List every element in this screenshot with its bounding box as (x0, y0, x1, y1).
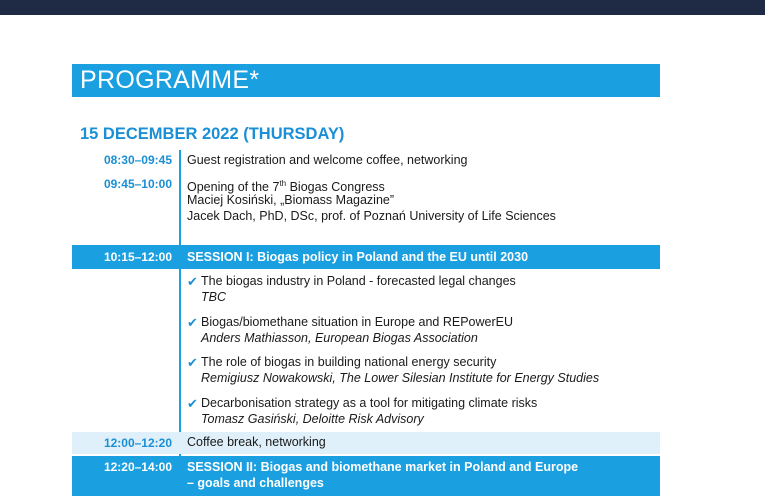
item-time: 09:45–10:00 (103, 177, 172, 191)
talk-speaker: Remigiusz Nowakowski, The Lower Silesian Institute for Energy Studies (201, 371, 600, 385)
checkmark-icon: ✔ (187, 315, 198, 330)
opening-speaker-1: Maciej Kosiński, „Biomass Magazine” (187, 193, 395, 207)
coffee-text: Coffee break, networking (187, 435, 326, 449)
programme-header (72, 64, 660, 97)
checkmark-icon: ✔ (187, 355, 198, 370)
coffee-time: 12:00–12:20 (103, 436, 172, 450)
opening-speaker-2: Jacek Dach, PhD, DSc, prof. of Poznań University of Life Sciences (187, 209, 556, 223)
talk-title: Biogas/biomethane situation in Europe and REPowerEU (201, 315, 513, 329)
programme-title: PROGRAMME* (80, 66, 260, 94)
checkmark-icon: ✔ (187, 396, 198, 411)
talk-speaker: Tomasz Gasiński, Deloitte Risk Advisory (201, 412, 424, 426)
talk-title: The biogas industry in Poland - forecasted legal changes (201, 274, 516, 288)
session-1-title: SESSION I: Biogas policy in Poland and the EU until 2030 (187, 250, 529, 264)
talk-speaker: Anders Mathiasson, European Biogas Association (201, 331, 478, 345)
opening-line: Opening of the 7th Biogas Congress (187, 179, 385, 195)
checkmark-icon: ✔ (187, 274, 198, 289)
session-1-bar (72, 245, 660, 269)
coffee-break-row (72, 432, 660, 454)
item-time: 08:30–09:45 (103, 153, 172, 167)
talk-speaker: TBC (201, 290, 226, 304)
session-2-time: 12:20–14:00 (103, 460, 172, 474)
item-text: Guest registration and welcome coffee, networking (187, 153, 468, 167)
session-1-time: 10:15–12:00 (103, 250, 172, 264)
session-2-title-line1: SESSION II: Biogas and biomethane market in Poland and Europe (187, 460, 579, 474)
day-heading: 15 DECEMBER 2022 (THURSDAY) (80, 125, 345, 143)
talk-title: The role of biogas in building national energy security (201, 355, 497, 369)
talk-title: Decarbonisation strategy as a tool for mitigating climate risks (201, 396, 538, 410)
session-2-bar (72, 456, 660, 496)
session-2-title-line2: – goals and challenges (187, 476, 324, 490)
top-banner-strip (0, 0, 765, 15)
